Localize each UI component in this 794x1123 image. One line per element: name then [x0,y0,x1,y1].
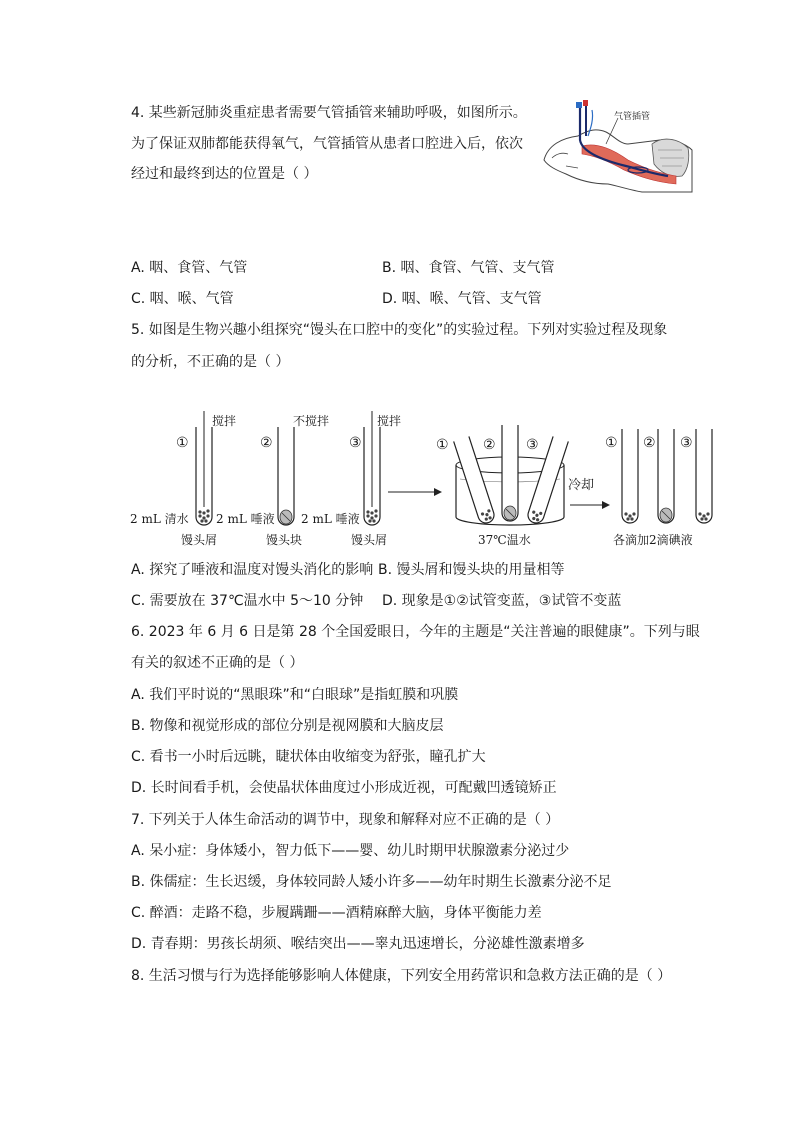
q5-stem-line-2: 的分析，不正确的是（ ） [131,354,290,370]
q6-option-d: D. 长时间看手机，会使晶状体曲度过小形成近视，可配戴凹透镜矫正 [131,780,557,796]
q4-stem-line-3: 经过和最终到达的位置是（ ） [131,166,318,182]
q7-option-c: C. 醉酒：走路不稳，步履蹒跚——酒精麻醉大脑，身体平衡能力差 [131,905,542,921]
q7-option-b: B. 侏儒症：生长迟缓，身体较同龄人矮小许多——幼年时期生长激素分泌不足 [131,874,612,890]
q5-option-b: B. 馒头屑和馒头块的用量相等 [378,562,565,578]
q4-option-c: C. 咽、喉、气管 [131,291,234,307]
tube-1-number: ① [176,435,189,451]
tube-3 [364,411,380,525]
liquid-3-label: 2 mL 唾液 [301,512,360,526]
final-tube-3-number: ③ [680,435,693,451]
q4-stem-line-1: 4. 某些新冠肺炎重症患者需要气管插管来辅助呼吸，如图所示。 [131,105,527,121]
final-tube-1-number: ① [605,435,618,451]
tube-1 [196,411,212,525]
final-tube-2 [658,429,674,523]
tube-2 [278,427,294,525]
q4-option-b: B. 咽、食管、气管、支气管 [382,260,555,276]
q6-stem-line-2: 有关的叙述不正确的是（ ） [131,655,304,671]
stir-label-1: 搅拌 [212,414,237,428]
water-bath-label: 37℃温水 [478,533,531,547]
q7-option-d: D. 青春期：男孩长胡须、喉结突出——睾丸迅速增长，分泌雄性激素增多 [131,936,585,952]
stir-label-2: 搅拌 [377,414,402,428]
bath-tube-2-number: ② [483,437,496,453]
q5-stem-line-1: 5. 如图是生物兴趣小组探究“馒头在口腔中的变化”的实验过程。下列对实验过程及现象 [131,322,668,338]
final-tube-2-number: ② [643,435,656,451]
tube-3-number: ③ [349,435,362,451]
q5-option-d: D. 现象是①②试管变蓝，③试管不变蓝 [382,593,622,609]
q5-option-c: C. 需要放在 37℃温水中 5～10 分钟 [131,593,364,609]
q4-option-d: D. 咽、喉、气管、支气管 [382,291,542,307]
q7-option-a: A. 呆小症：身体矮小，智力低下——婴、幼儿时期甲状腺激素分泌过少 [131,843,570,859]
final-tube-1 [622,429,638,523]
iodine-label: 各滴加2滴碘液 [613,533,693,547]
content-3-label: 馒头屑 [351,533,388,547]
liquid-1-label: 2 mL 清水 [130,512,189,526]
q5-option-a: A. 探究了唾液和温度对馒头消化的影响 [131,562,374,578]
q4-stem-line-2: 为了保证双肺都能获得氧气，气管插管从患者口腔进入后，依次 [131,136,523,152]
final-tube-3 [696,429,712,523]
water-bath [454,425,569,525]
q6-stem-line-1: 6. 2023 年 6 月 6 日是第 28 个全国爱眼日，今年的主题是“关注普遍的眼健康”。下列与眼 [131,624,700,640]
q8-stem-line-1: 8. 生活习惯与行为选择能够影响人体健康，下列安全用药常识和急救方法正确的是（ ） [131,968,672,984]
q6-option-a: A. 我们平时说的“黑眼珠”和“白眼球”是指虹膜和巩膜 [131,687,459,703]
no-stir-label: 不搅拌 [293,414,330,428]
q4-option-a: A. 咽、食管、气管 [131,260,248,276]
bath-tube-3-number: ③ [526,437,539,453]
liquid-2-label: 2 mL 唾液 [216,512,275,526]
tube-2-number: ② [260,435,273,451]
q6-option-b: B. 物像和视觉形成的部位分别是视网膜和大脑皮层 [131,718,444,734]
q7-stem-line-1: 7. 下列关于人体生命活动的调节中，现象和解释对应不正确的是（ ） [131,812,560,828]
intubation-label: 气管插管 [614,112,651,122]
content-1-label: 馒头屑 [181,533,218,547]
cool-label: 冷却 [568,478,595,493]
content-2-label: 馒头块 [266,533,303,547]
q6-option-c: C. 看书一小时后远眺，睫状体由收缩变为舒张，瞳孔扩大 [131,749,486,765]
bath-tube-1-number: ① [436,437,449,453]
